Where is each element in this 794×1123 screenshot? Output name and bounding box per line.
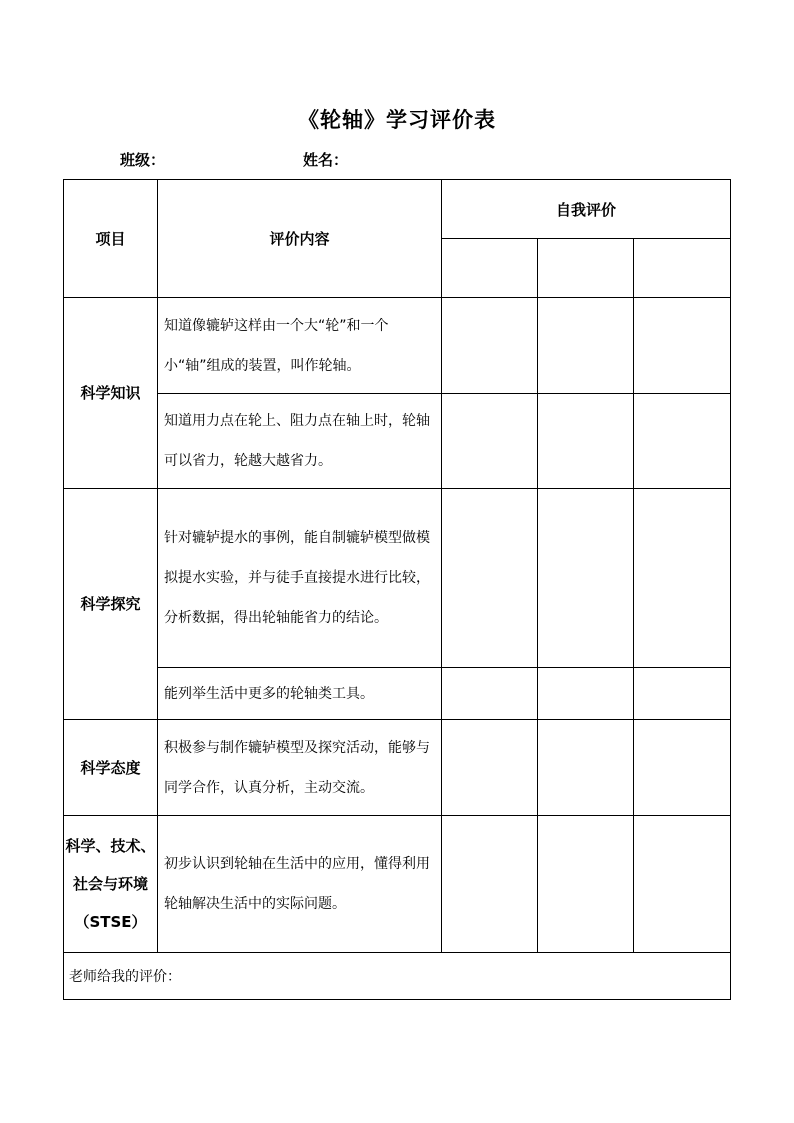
self-eval-cell[interactable]: [538, 720, 634, 816]
self-eval-cell[interactable]: [538, 816, 634, 953]
name-label: 姓名：: [303, 151, 349, 169]
criterion-text: 知道像辘轳这样由一个大“轮”和一个小“轴”组成的装置，叫作轮轴。: [158, 298, 442, 394]
self-eval-cell[interactable]: [634, 298, 731, 394]
criterion-text: 积极参与制作辘轳模型及探究活动，能够与同学合作，认真分析，主动交流。: [158, 720, 442, 816]
evaluation-table: [63, 179, 731, 1000]
criterion-text: 初步认识到轮轴在生活中的应用，懂得利用轮轴解决生活中的实际问题。: [158, 816, 442, 953]
self-eval-cell[interactable]: [634, 816, 731, 953]
self-eval-cell[interactable]: [538, 298, 634, 394]
header-item: 项目: [64, 180, 158, 298]
category-stse-line: 科学、技术、: [65, 837, 156, 855]
criterion-text: 知道用力点在轮上、阻力点在轴上时，轮轴可以省力，轮越大越省力。: [158, 394, 442, 489]
self-eval-cell[interactable]: [538, 489, 634, 668]
self-eval-cell[interactable]: [538, 668, 634, 720]
criterion-text: 针对辘轳提水的事例，能自制辘轳模型做模拟提水实验，并与徒手直接提水进行比较，分析数据，得出轮轴能省力的结论。: [158, 489, 442, 668]
category-stse-line: 社会与环境: [72, 875, 148, 893]
category-stse-line: （STSE）: [74, 913, 147, 931]
self-eval-cell[interactable]: [634, 720, 731, 816]
category-science-attitude: 科学态度: [64, 720, 158, 816]
self-eval-cell[interactable]: [634, 489, 731, 668]
self-eval-cell[interactable]: [442, 720, 538, 816]
header-content: 评价内容: [158, 180, 442, 298]
self-eval-cell[interactable]: [442, 394, 538, 489]
self-eval-cell[interactable]: [442, 239, 538, 298]
self-eval-cell[interactable]: [538, 239, 634, 298]
self-eval-cell[interactable]: [634, 394, 731, 489]
page-title: 《轮轴》学习评价表: [298, 108, 496, 132]
self-eval-cell[interactable]: [634, 239, 731, 298]
self-eval-cell[interactable]: [442, 489, 538, 668]
self-eval-cell[interactable]: [538, 394, 634, 489]
self-eval-cell[interactable]: [442, 668, 538, 720]
category-science-inquiry: 科学探究: [64, 489, 158, 720]
self-eval-cell[interactable]: [442, 298, 538, 394]
class-label: 班级：: [120, 151, 166, 169]
teacher-comment[interactable]: 老师给我的评价：: [64, 953, 731, 1000]
self-eval-cell[interactable]: [442, 816, 538, 953]
category-stse: [64, 816, 158, 953]
header-self-eval: 自我评价: [442, 180, 731, 239]
criterion-text: 能列举生活中更多的轮轴类工具。: [158, 668, 442, 720]
category-science-knowledge: 科学知识: [64, 298, 158, 489]
self-eval-cell[interactable]: [634, 668, 731, 720]
